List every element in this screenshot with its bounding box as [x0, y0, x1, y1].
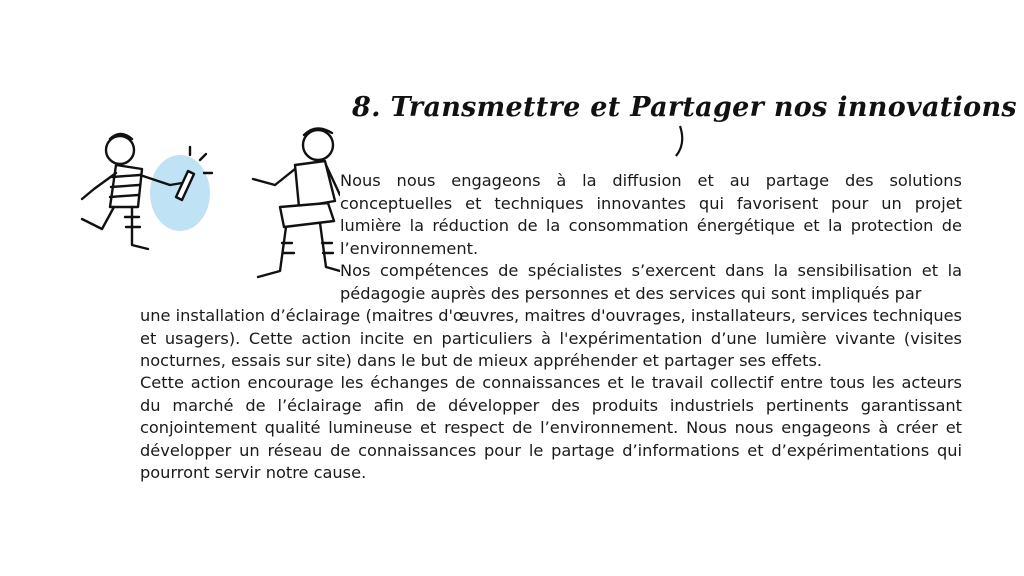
paragraph-collective-work: Cette action encourage les échanges de connaissances et le travail collectif entre tous les acteurs du marché de l’éclairage afin de développer des produits industriels pertinents garantissant conjointement qualité lumineuse et respect de l’environnement. Nous nous engageons à créer et développer un réseau de connaissances pour le partage d’informations et d’expérimentations qui pourront servir notre cause.	[140, 373, 962, 482]
paragraph-installation: une installation d’éclairage (maitres d'œuvres, maitres d'ouvrages, installateurs, services techniques et usagers). Cette action incite en particuliers à l'expérimentation d’une lumière vivante (visites nocturnes, essais sur site) dans le but de mieux appréhender et partager ses effets.	[140, 306, 962, 370]
paragraph-competences: Nos compétences de spécialistes s’exercent dans la sensibilisation et la pédagogie auprès des personnes et des services qui sont impliqués par	[340, 261, 962, 303]
relay-runners-illustration-icon	[40, 125, 340, 285]
title-flourish-icon	[350, 118, 970, 158]
slide-title: 8. Transmettre et Partager nos innovations	[352, 92, 1017, 123]
paragraph-intro: Nous nous engageons à la diffusion et au partage des solutions conceptuelles et techniques innovantes qui favorisent pour un projet lumière la réduction de la consommation énergétique et la protection de l’environnement.	[340, 171, 962, 258]
